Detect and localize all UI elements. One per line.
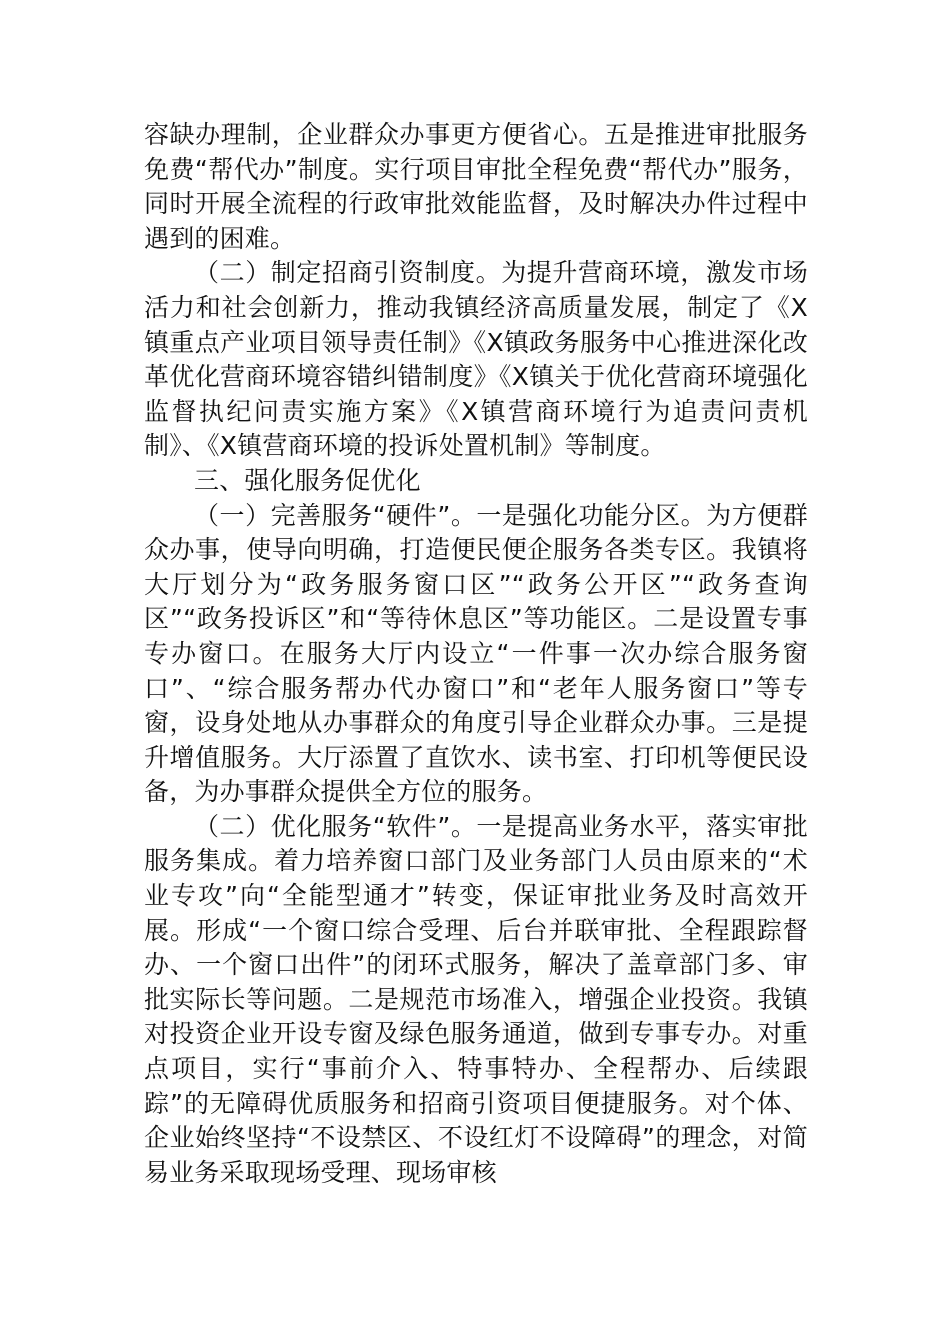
paragraph-service-software: （二）优化服务“软件”。一是提高业务水平，落实审批服务集成。着力培养窗口部门及业务部门人员由原来的“术业专攻”向“全能型通才”转变，保证审批业务及时高效开展。形成“一个窗口综合受理、后台并联审批、全程跟踪督办、一个窗口出件”的闭环式服务，解决了盖章部门多、审批实际长等问题。二是规范市场准入，增强企业投资。我镇对投资企业开设专窗及绿色服务通道，做到专事专办。对重点项目，实行“事前介入、特事特办、全程帮办、后续跟踪”的无障碍优质服务和招商引资项目便捷服务。对个体、企业始终坚持“不设禁区、不设红灯不设障碍”的理念，对简易业务采取现场受理、现场审核 [144, 811, 808, 1187]
document-body [144, 118, 808, 1190]
paragraph-continuation: 容缺办理制，企业群众办事更方便省心。五是推进审批服务免费“帮代办”制度。实行项目审批全程免费“帮代办”服务，同时开展全流程的行政审批效能监督，及时解决办件过程中遇到的困难。 [144, 120, 808, 253]
paragraph-investment-policy: （二）制定招商引资制度。为提升营商环境，激发市场活力和社会创新力，推动我镇经济高质量发展，制定了《X镇重点产业项目领导责任制》《X镇政务服务中心推进深化改革优化营商环境容错纠错制度》《X镇关于优化营商环境强化监督执纪问责实施方案》《X镇营商环境行为追责问责机制》、《X镇营商环境的投诉处置机制》等制度。 [144, 258, 808, 461]
paragraph-service-hardware: （一）完善服务“硬件”。一是强化功能分区。为方便群众办事，使导向明确，打造便民便企服务各类专区。我镇将大厅划分为“政务服务窗口区”“政务公开区”“政务查询区”“政务投诉区”和“等待休息区”等功能区。二是设置专事专办窗口。在服务大厅内设立“一件事一次办综合服务窗口”、“综合服务帮办代办窗口”和“老年人服务窗口”等专窗，设身处地从办事群众的角度引导企业群众办事。三是提升增值服务。大厅添置了直饮水、读书室、打印机等便民设备，为办事群众提供全方位的服务。 [144, 500, 808, 807]
section-heading: 三、强化服务促优化 [194, 465, 421, 495]
